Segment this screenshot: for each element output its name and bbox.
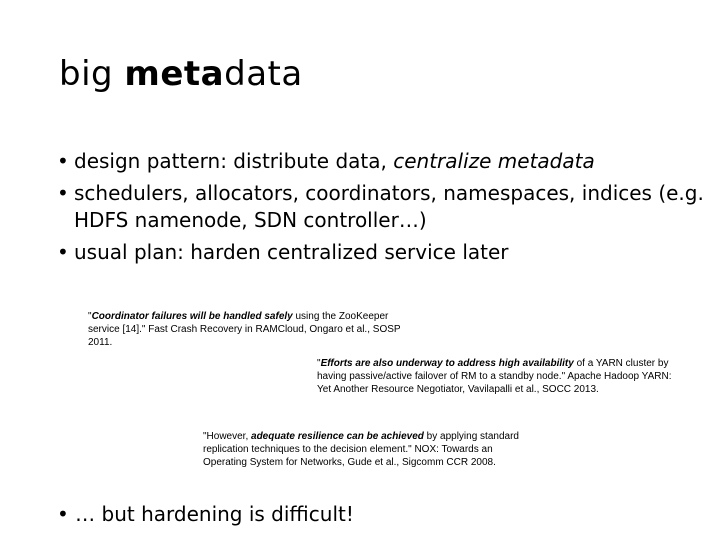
quote-nox: [203, 430, 533, 469]
quote-rest: by applying standard replication techniques to the decision element." NOX: Towards an Operating System for Networks, Gude et al., Sigcomm CCR 2008.: [203, 431, 519, 468]
quote-open: ": [317, 358, 321, 369]
bullet-hardening-difficult: [57, 502, 354, 526]
quote-open: ": [88, 311, 92, 322]
quote-open: "However,: [203, 431, 252, 442]
bullet-text: design pattern: distribute data,: [74, 149, 394, 173]
title-suffix: data: [224, 54, 303, 94]
bullet-text: schedulers, allocators, coordinators, namespaces, indices (e.g. HDFS namenode, SDN controller…): [74, 181, 704, 232]
quote-yarn: [317, 357, 672, 396]
bullet-marker: •: [57, 181, 69, 205]
quote-rest: of a YARN cluster by having passive/active failover of RM to a standby node." Apache Hadoop YARN: Yet Another Resource Negotiator, Vavilapalli et al., SOCC 2013.: [317, 358, 672, 395]
bullet-marker: •: [57, 502, 69, 526]
bullet-marker: •: [57, 149, 69, 173]
quote-emphasis: adequate resilience can be achieved: [251, 431, 424, 442]
slide-title: [59, 54, 303, 94]
title-prefix: big: [59, 54, 125, 94]
quote-emphasis: Coordinator failures will be handled safely: [91, 311, 293, 322]
bullet-marker: •: [57, 240, 69, 264]
title-bold-part: meta: [124, 54, 225, 94]
quote-ramcloud: [88, 310, 408, 349]
bullet-list: [57, 148, 717, 271]
bullet-italic-text: centralize metadata: [393, 149, 595, 173]
quote-rest: using the ZooKeeper service [14]." Fast Crash Recovery in RAMCloud, Ongaro et al., SOSP 2011.: [88, 311, 401, 348]
bullet-design-pattern: [57, 148, 717, 175]
quote-emphasis: Efforts are also underway to address high availability: [320, 358, 574, 369]
bullet-usual-plan: [57, 239, 717, 266]
bullet-schedulers: [57, 180, 717, 234]
bullet-text: … but hardening is difficult!: [75, 502, 354, 526]
bullet-text: usual plan: harden centralized service later: [74, 240, 509, 264]
